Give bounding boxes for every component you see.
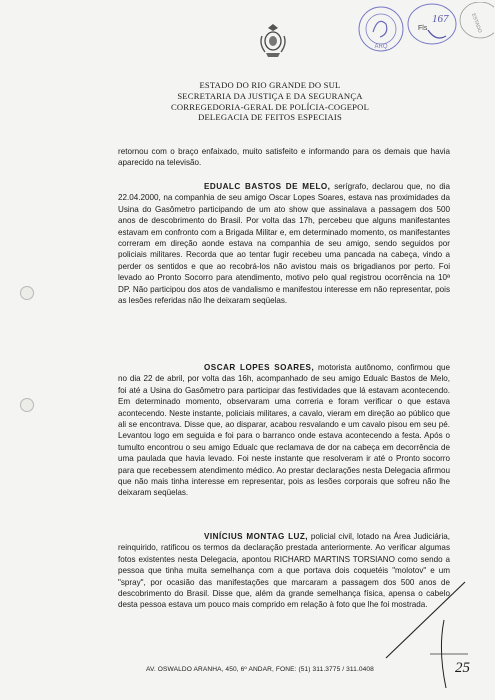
paragraph-edualc-body: serígrafo, declarou que, no dia 22.04.2000, na companhia de seu amigo Oscar Lopes Soares, estava nas proximidades da Usina do Gasômetro participando de um ato show que assinalava a passagem dos 500 anos de descobrimento do Brasil. Por volta das 17h, percebeu que alguns manifestantes estavam em confronto com a Brigada Militar e, em determinado momento, os manifestantes correram em direção aonde estava na companhia de seu amigo, sendo seguidos por policiais militares. Recorda que ao tentar fugir recebeu uma pancada na cabeça, vindo a perder os sentidos e que ao recobrá-los não avistou mais os brigadianos por perto. Foi levado ao Pronto Socorro para atendimento, motivo pelo qual registrou ocorrência na 10ª DP. Não participou dos atos de vandalismo e manifestou interesse em não representar, pois as lesões referidas não lhe deixaram seqüelas. xyxy=(118,182,450,306)
punch-hole-top xyxy=(20,286,34,300)
letterhead-secretariat: SECRETARIA DA JUSTIÇA E DA SEGURANÇA xyxy=(177,90,363,101)
paragraph-oscar-body: motorista autônomo, confirmou que no dia 22 de abril, por volta das 16h, acompanhado de seu amigo Edualc Bastos de Melo, foi até a Usina do Gasômetro para participar das festividades que lá estavam acontecendo. Em determinado momento, observaram uma correria e foram verificar o que estava acontecendo. Neste instante, policiais militares, a cavalo, vieram em direção ao público que ali se encontrava. Disse que, ao disparar, acabou resvalando e um cavalo pisou em seu pé. Levantou logo em seguida e foi para o barranco onde estava acontecendo a festa. Após o tumulto encontrou o seu amigo Edualc que reclamava de dor na cabeça em decorrência de uma paulada que havia levado. Foi neste instante que resolveram ir até o Pronto socorro para que recebessem atendimento médico. Ao prestar declarações nesta Delegacia afirmou que não mais tinha interesse em representar, pois as lesões corporais que sofreu não lhe deixaram seqüelas. xyxy=(118,363,450,498)
paragraph-continuation: retornou com o braço enfaixado, muito satisfeito e informando para os demais que havia aparecido na televisão. xyxy=(118,147,450,168)
round-stamp-text: ARQ xyxy=(374,44,388,50)
letterhead-corregedoria: CORREGEDORIA-GERAL DE POLÍCIA-COGEPOL xyxy=(170,101,370,112)
letterhead-delegacia: DELEGACIA DE FEITOS ESPECIAIS xyxy=(198,112,342,123)
archive-stamp-icon xyxy=(356,4,406,54)
footer-address: AV. OSWALDO ARANHA, 450, 6º ANDAR, FONE: (51) 311.3775 / 311.0408 xyxy=(146,666,374,673)
declarant-name-vinicius: VINÍCIUS MONTAG LUZ, xyxy=(204,532,309,541)
punch-hole-bottom xyxy=(20,398,34,412)
folio-stamp-icon xyxy=(406,0,460,46)
paragraph-vinicius-body: policial civil, lotado na Área Judiciária, reinquirido, ratificou os termos da declaração prestada anteriormente. Ao verificar algumas fotos existentes nesta Delegacia, apontou RICHARD MARTINS TORSIANO como sendo a pessoa que tinha muita semelhança com a que portava dois coquetéis "molotov" e um "spray", por ocasião das manifestações que marcaram a passagem dos 500 anos de descobrimento do Brasil. Disse que, além da grande semelhança física, apensa o cabelo desta pessoa estava um pouco mais comprido em relação à foto que lhe foi mostrada. xyxy=(118,532,450,610)
paragraph-edualc xyxy=(118,181,450,306)
page-number: 25 xyxy=(455,660,470,676)
seal-stamp-icon xyxy=(458,2,494,42)
paragraph-oscar xyxy=(118,362,450,499)
letterhead xyxy=(150,80,390,123)
fls-number: 167 xyxy=(432,13,449,25)
fls-label: Fls xyxy=(418,25,428,32)
declarant-name-oscar: OSCAR LOPES SOARES, xyxy=(204,363,315,372)
letterhead-state: ESTADO DO RIO GRANDE DO SUL xyxy=(199,80,341,90)
declarant-name-edualc: EDUALC BASTOS DE MELO, xyxy=(204,182,331,191)
state-crest-icon xyxy=(258,22,288,58)
right-stamp-text: ESTADO xyxy=(470,12,483,34)
